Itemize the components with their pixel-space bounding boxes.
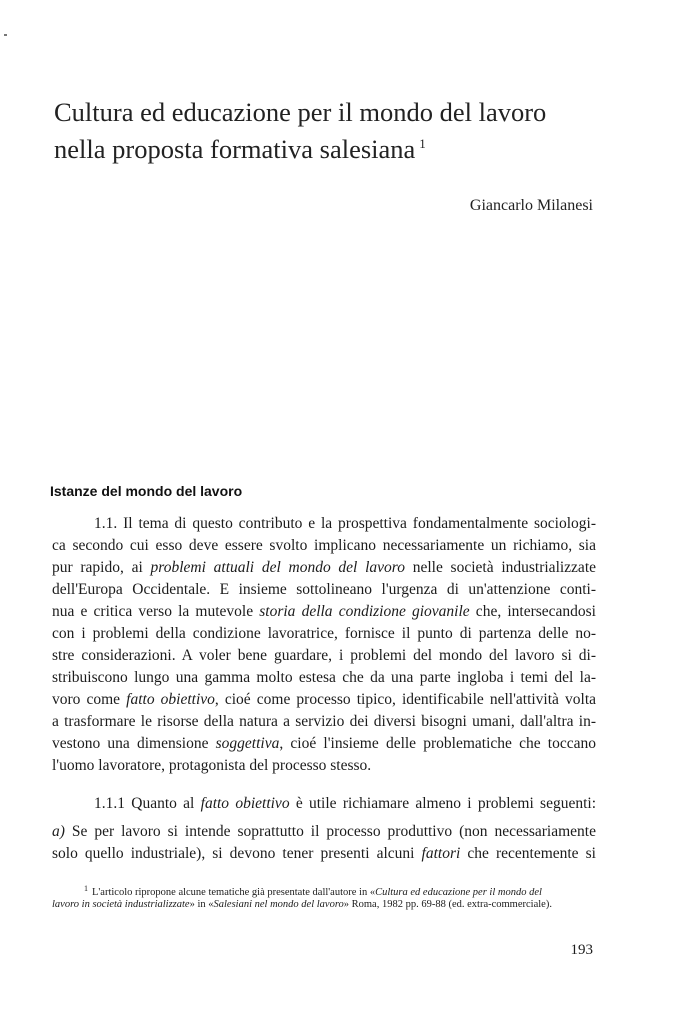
- emphasis-storia-condizione-giovanile: storia della condizione giovanile: [259, 603, 470, 620]
- paragraph-2: 1.1.1 Quanto al fatto obiettivo è utile richiamare almeno i problemi seguenti:: [94, 795, 597, 812]
- paragraph-1-line-12: l'uomo lavoratore, protagonista del processo stesso.: [52, 757, 372, 774]
- footnote-line-1: $^1$ L'articolo ripropone alcune tematiche già presentate dall'autore in «Cultura ed educazione per il mondo del: [84, 884, 542, 898]
- emphasis-soggettiva: soggettiva: [215, 735, 280, 752]
- scan-mark: [4, 34, 7, 36]
- paragraph-1-line-11: vestono una dimensione soggettiva, cioé l'insieme delle problematiche che toccano: [52, 735, 596, 752]
- article-title: [54, 96, 614, 165]
- paragraph-1-line-3: pur rapido, ai problemi attuali del mondo del lavoro nelle società industrializzate: [52, 559, 597, 576]
- paragraph-1-line-7: stre considerazioni. A voler bene guardare, i problemi del mondo del lavoro si di-: [52, 647, 596, 664]
- paragraph-3-line-2: solo quello industriale), si devono tener presenti alcuni fattori che recentemente si: [52, 845, 596, 862]
- paragraph-1-line-1: 1.1. Il tema di questo contributo e la prospettiva fondamentalmente sociologi-: [94, 515, 596, 532]
- paragraph-1-line-8: stribuiscono lungo una gamma molto estesa che da una parte ingloba i temi del la-: [52, 669, 596, 686]
- emphasis-fatto-obiettivo-2: fatto obiettivo: [200, 795, 290, 812]
- page-number: 193: [570, 942, 593, 958]
- section-heading: Istanze del mondo del lavoro: [50, 483, 243, 499]
- paragraph-3-line-1: a) Se per lavoro si intende soprattutto il processo produttivo (non necessariamente: [52, 823, 596, 840]
- footnote-mark: 1: [84, 884, 88, 893]
- paragraph-1-line-9: voro come fatto obiettivo, cioé come processo tipico, identificabile nell'attività volta: [52, 691, 596, 708]
- title-line-1: Cultura ed educazione per il mondo del lavoro: [54, 97, 547, 127]
- title-line-2: nella proposta formativa salesiana: [54, 134, 416, 164]
- footnote-line-2: lavoro in società industrializzate» in «Salesiani nel mondo del lavoro» Roma, 1982 pp. 69-88 (ed. extra-commerciale).: [52, 899, 552, 910]
- emphasis-fatto-obiettivo: fatto obiettivo: [126, 691, 215, 708]
- paragraph-1-line-2: ca secondo cui esso deve essere svolto implicano necessariamente un richiamo, sia: [52, 537, 596, 554]
- emphasis-fattori: fattori: [421, 845, 461, 862]
- list-marker-a: a): [52, 823, 65, 840]
- author-name: Giancarlo Milanesi: [469, 197, 593, 214]
- paragraph-1-line-4: dell'Europa Occidentale. E insieme sottolineano l'urgenza di un'attenzione conti-: [52, 581, 596, 598]
- paragraph-1-line-6: con i problemi della condizione lavoratrice, fornisce il punto di partenza delle no-: [52, 625, 596, 642]
- paragraph-1-line-5: nua e critica verso la mutevole storia della condizione giovanile che, intersecandosi: [52, 603, 596, 620]
- title-footnote-mark: 1: [419, 136, 426, 151]
- paragraph-1-line-10: a trasformare le risorse della natura a servizio dei diversi bisogni umani, dall'altra in-: [52, 713, 596, 730]
- emphasis-problemi-attuali: problemi attuali del mondo del lavoro: [150, 559, 405, 576]
